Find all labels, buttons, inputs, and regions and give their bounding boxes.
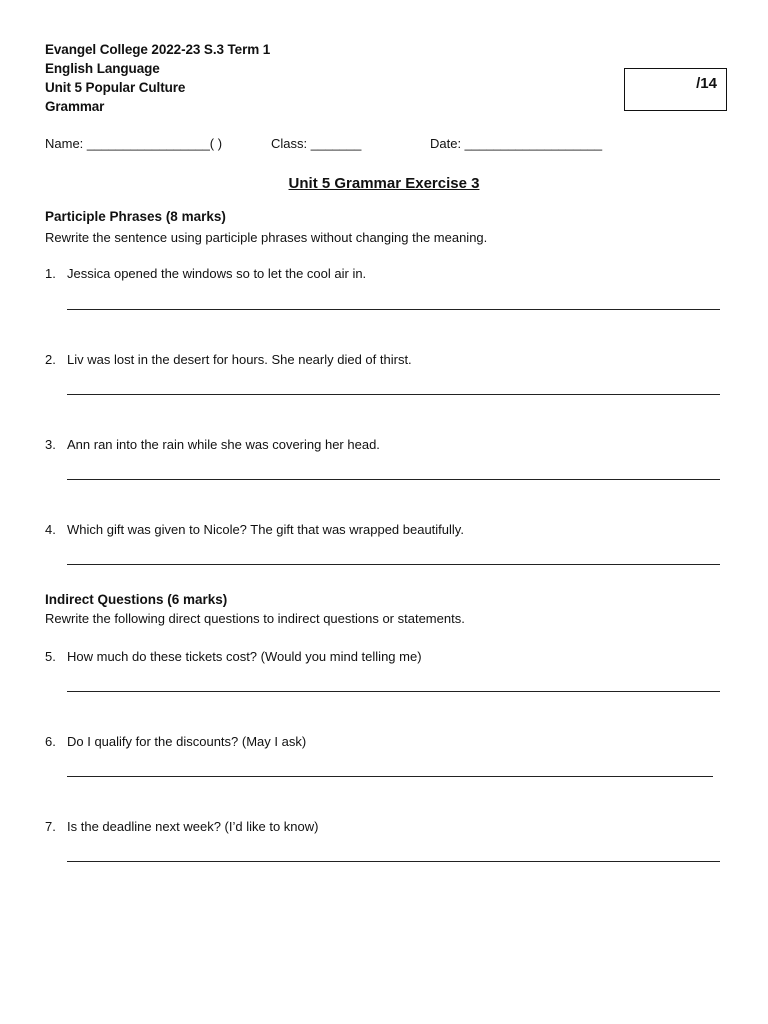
question-number: 1. <box>45 266 56 281</box>
exercise-title: Unit 5 Grammar Exercise 3 <box>288 175 480 192</box>
question-text: Liv was lost in the desert for hours. She nearly died of thirst. <box>67 352 412 367</box>
section-instruction-participle: Rewrite the sentence using participle phrases without changing the meaning. <box>45 230 488 245</box>
question-number: 7. <box>45 819 56 834</box>
section-title-participle: Participle Phrases (8 marks) <box>45 209 226 224</box>
answer-line[interactable] <box>67 776 713 777</box>
answer-line[interactable] <box>67 564 720 565</box>
section-title-indirect: Indirect Questions (6 marks) <box>45 592 228 607</box>
question-text: Is the deadline next week? (I’d like to know) <box>67 819 319 834</box>
answer-line[interactable] <box>67 691 720 692</box>
answer-line[interactable] <box>67 394 720 395</box>
subject: English Language <box>45 61 160 76</box>
class-field: Class: _______ <box>271 136 362 151</box>
section-instruction-indirect: Rewrite the following direct questions to indirect questions or statements. <box>45 611 465 626</box>
header-block <box>45 40 270 116</box>
question-text: Ann ran into the rain while she was covering her head. <box>67 437 380 452</box>
topic: Grammar <box>45 99 105 114</box>
question-number: 3. <box>45 437 56 452</box>
question-number: 6. <box>45 734 56 749</box>
question-text: Jessica opened the windows so to let the cool air in. <box>67 266 367 281</box>
question-text: Do I qualify for the discounts? (May I ask) <box>67 734 307 749</box>
score-box <box>624 68 727 111</box>
unit-title: Unit 5 Popular Culture <box>45 80 186 95</box>
answer-line[interactable] <box>67 479 720 480</box>
question-number: 5. <box>45 649 56 664</box>
date-field: Date: ___________________ <box>430 136 603 151</box>
question-number: 2. <box>45 352 56 367</box>
name-field: Name: _________________( ) <box>45 136 223 151</box>
question-text: Which gift was given to Nicole? The gift that was wrapped beautifully. <box>67 522 464 537</box>
question-text: How much do these tickets cost? (Would you mind telling me) <box>67 649 422 664</box>
answer-line[interactable] <box>67 861 720 862</box>
school-term: Evangel College 2022-23 S.3 Term 1 <box>45 42 271 57</box>
answer-line[interactable] <box>67 309 720 310</box>
score-total: /14 <box>696 75 717 92</box>
question-number: 4. <box>45 522 56 537</box>
